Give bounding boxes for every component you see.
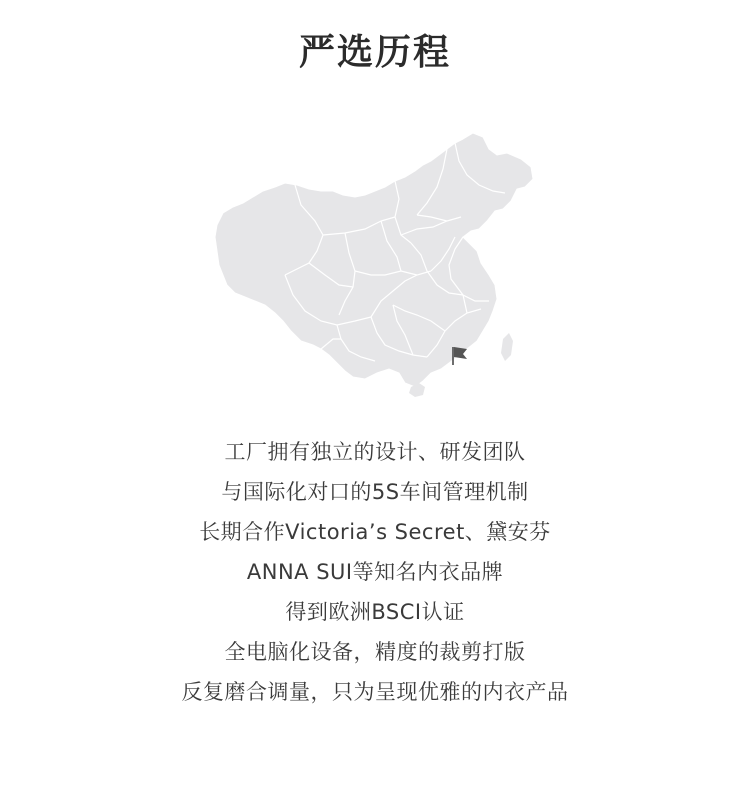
description-block: [0, 432, 750, 712]
description-line: 与国际化对口的5S车间管理机制: [221, 480, 529, 504]
description-line: 长期合作Victoria’s Secret、黛安芬: [199, 520, 551, 544]
description-line: 得到欧洲BSCI认证: [285, 600, 465, 624]
china-map: [205, 125, 545, 405]
china-map-icon: [205, 125, 545, 405]
description-line: 工厂拥有独立的设计、研发团队: [224, 440, 526, 464]
description-line: ANNA SUI等知名内衣品牌: [246, 560, 504, 584]
description-line: 反复磨合调量，只为呈现优雅的内衣产品: [181, 680, 569, 704]
page-title: 严选历程: [298, 32, 451, 73]
description-line: 全电脑化设备，精度的裁剪打版: [224, 640, 526, 664]
flag-icon: [453, 347, 467, 365]
